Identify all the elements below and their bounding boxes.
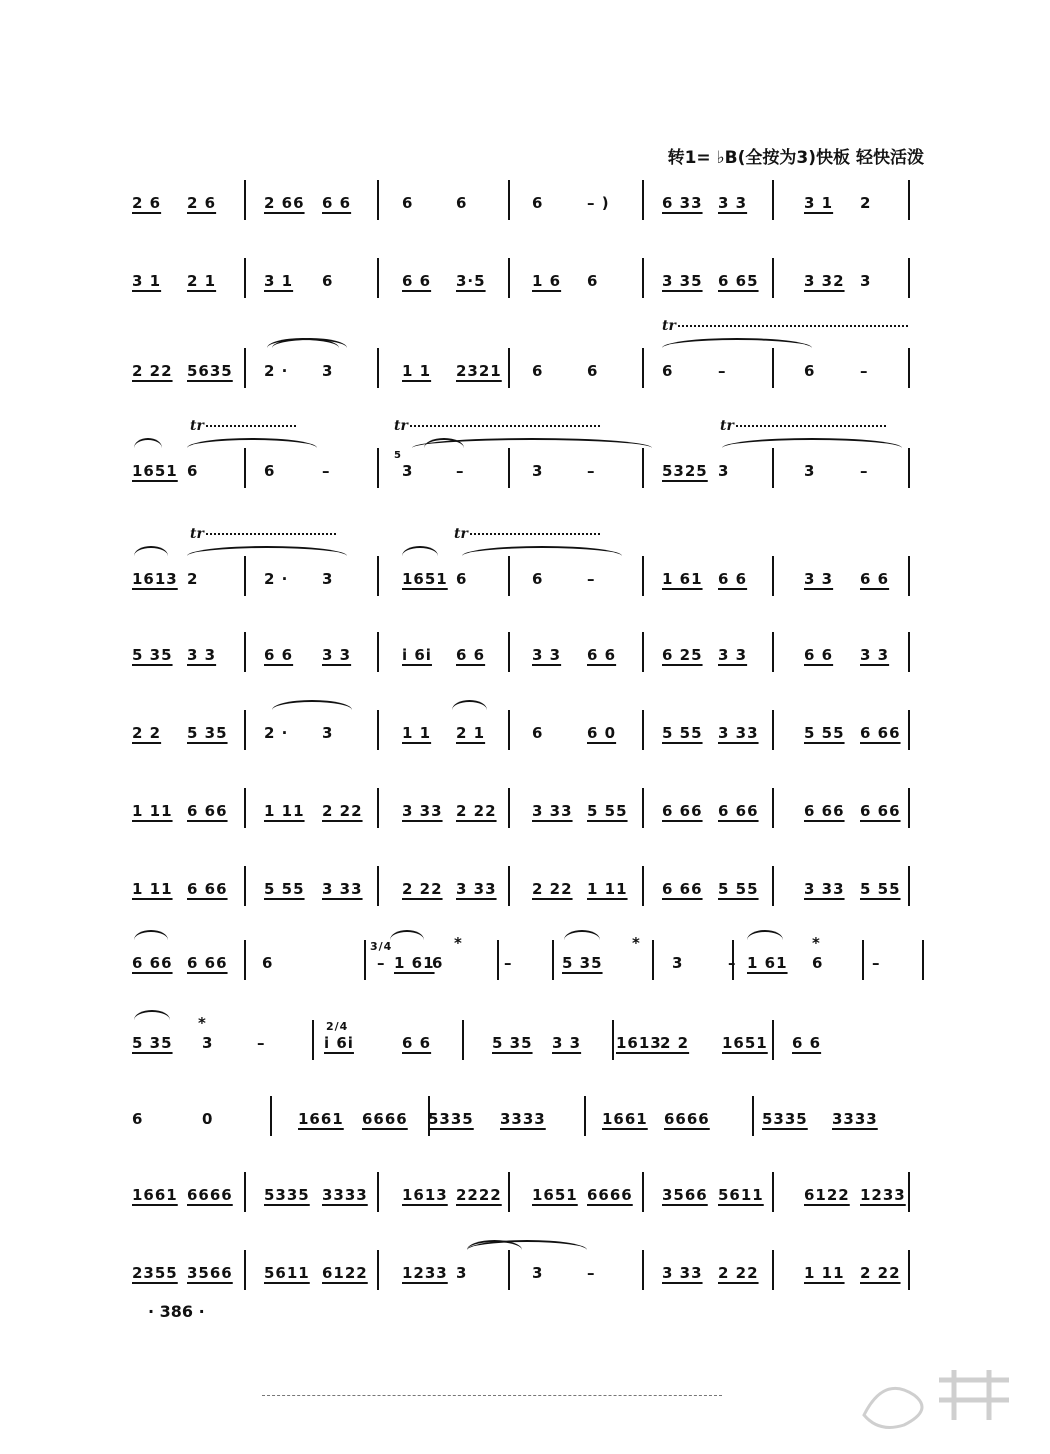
- notation-group: 6 66: [132, 954, 173, 972]
- notation-group: 2 2: [132, 724, 162, 742]
- notation-group: 3 33: [402, 802, 443, 820]
- notation-group: –: [587, 1264, 596, 1282]
- footer-rule: [262, 1395, 722, 1396]
- bar-line: [908, 180, 910, 220]
- notation-group: 3 3: [860, 646, 890, 664]
- notation-group: 6: [532, 570, 544, 588]
- slur-mark: [722, 438, 902, 458]
- notation-group: 5611: [718, 1186, 764, 1204]
- notation-group: 6 33: [662, 194, 703, 212]
- bar-line: [584, 1096, 586, 1136]
- notation-group: 5611: [264, 1264, 310, 1282]
- bar-line: [377, 1250, 379, 1290]
- slur-mark: [187, 546, 347, 566]
- notation-group: –: [587, 570, 596, 588]
- bar-line: [377, 710, 379, 750]
- notation-group: 6: [402, 194, 414, 212]
- notation-group: 6: [187, 462, 199, 480]
- bar-line: [752, 1096, 754, 1136]
- bar-line: [908, 1250, 910, 1290]
- bar-line: [908, 788, 910, 828]
- slur-mark: [747, 930, 783, 950]
- bar-line: [772, 1020, 774, 1060]
- bar-line: [244, 866, 246, 906]
- notation-group: 2321: [456, 362, 502, 380]
- notation-group: 3 3: [552, 1034, 582, 1052]
- notation-group: 6 66: [860, 724, 901, 742]
- bar-line: [908, 710, 910, 750]
- bar-line: [772, 1250, 774, 1290]
- score-row: [132, 1172, 932, 1232]
- slur-mark: [662, 338, 812, 358]
- slur-mark: [272, 700, 352, 720]
- notation-group: 6 6: [264, 646, 294, 664]
- notation-group: 3: [322, 570, 334, 588]
- trill-mark: tr: [190, 418, 296, 434]
- notation-group: –: [860, 362, 869, 380]
- notation-group: 1651: [402, 570, 448, 588]
- bar-line: [377, 258, 379, 298]
- notation-group: –: [322, 462, 331, 480]
- notation-group: 1 61: [747, 954, 788, 972]
- notation-group: 6: [587, 362, 599, 380]
- notation-group: –: [718, 362, 727, 380]
- bar-line: [772, 788, 774, 828]
- bar-line: [908, 348, 910, 388]
- notation-group: 3·5: [456, 272, 486, 290]
- bar-line: [642, 180, 644, 220]
- notation-group: 6666: [187, 1186, 233, 1204]
- notation-group: 1 1: [402, 362, 432, 380]
- notation-group: 2 22: [402, 880, 443, 898]
- key-signature: ♭B(全按为3)快板: [716, 148, 850, 168]
- bar-line: [508, 710, 510, 750]
- bar-line: [772, 710, 774, 750]
- notation-group: 3: [532, 462, 544, 480]
- notation-group: 1233: [402, 1264, 448, 1282]
- bar-line: [908, 1172, 910, 1212]
- slur-mark: [134, 438, 162, 458]
- bar-line: [642, 710, 644, 750]
- bar-line: [642, 258, 644, 298]
- bar-line: [508, 348, 510, 388]
- score-row: [132, 1096, 932, 1156]
- slur-mark: [467, 1240, 587, 1260]
- notation-group: 2: [860, 194, 872, 212]
- notation-group: 6 6: [804, 646, 834, 664]
- bar-line: [377, 632, 379, 672]
- score-row: [132, 1014, 932, 1080]
- notation-group: 6 0: [587, 724, 617, 742]
- notation-group: 6 6: [587, 646, 617, 664]
- notation-group: 5 35: [492, 1034, 533, 1052]
- notation-group: 5 35: [132, 1034, 173, 1052]
- notation-group: 3: [322, 724, 334, 742]
- notation-group: 6122: [322, 1264, 368, 1282]
- notation-group: 3 3: [187, 646, 217, 664]
- notation-group: 2: [187, 570, 199, 588]
- notation-group: 3: [402, 462, 414, 480]
- notation-group: 6: [812, 954, 824, 972]
- notation-group: 3 3: [322, 646, 352, 664]
- notation-group: 3: [672, 954, 684, 972]
- notation-group: –: [872, 954, 881, 972]
- bar-line: [772, 180, 774, 220]
- notation-group: 2 1: [187, 272, 217, 290]
- slur-mark: [134, 1010, 170, 1030]
- slur-mark: [462, 546, 622, 566]
- notation-group: 6 25: [662, 646, 703, 664]
- notation-group: 6: [264, 462, 276, 480]
- notation-group: 6 6: [792, 1034, 822, 1052]
- notation-group: 6 66: [718, 802, 759, 820]
- slur-mark: [564, 930, 600, 950]
- notation-group: 2 6: [132, 194, 162, 212]
- bar-line: [772, 866, 774, 906]
- notation-group: 6 65: [718, 272, 759, 290]
- bar-line: [908, 866, 910, 906]
- slur-mark: [452, 700, 487, 720]
- notation-group: –: [257, 1034, 266, 1052]
- notation-group: 1661: [132, 1186, 178, 1204]
- notation-group: – ): [587, 194, 610, 212]
- notation-group: i 6i: [324, 1034, 354, 1052]
- bar-line: [908, 448, 910, 488]
- slur-mark: [134, 930, 168, 950]
- notation-group: 6 66: [187, 880, 228, 898]
- bar-line: [377, 348, 379, 388]
- slur-mark: [187, 438, 317, 458]
- notation-group: 2 22: [456, 802, 497, 820]
- notation-group: 3 33: [322, 880, 363, 898]
- notation-group: 6 6: [718, 570, 748, 588]
- time-signature: 2/4: [326, 1020, 349, 1033]
- notation-group: 3 1: [132, 272, 162, 290]
- bar-line: [270, 1096, 272, 1136]
- notation-group: 1613: [132, 570, 178, 588]
- bar-line: [377, 180, 379, 220]
- notation-group: 3: [322, 362, 334, 380]
- bar-line: [642, 556, 644, 596]
- notation-group: i 6i: [402, 646, 432, 664]
- notation-group: 1 11: [132, 802, 173, 820]
- notation-group: 1 61: [394, 954, 435, 972]
- bar-line: [244, 710, 246, 750]
- notation-group: 5325: [662, 462, 708, 480]
- notation-group: 3 3: [718, 646, 748, 664]
- notation-group: 2355: [132, 1264, 178, 1282]
- score-row: [132, 866, 932, 926]
- score-row: [132, 180, 932, 240]
- notation-group: 6: [456, 194, 468, 212]
- notation-group: 6 6: [322, 194, 352, 212]
- notation-group: 2 22: [132, 362, 173, 380]
- notation-group: 3 35: [662, 272, 703, 290]
- notation-group: 5 55: [860, 880, 901, 898]
- bar-line: [772, 632, 774, 672]
- bar-line: [244, 632, 246, 672]
- notation-group: 3: [532, 1264, 544, 1282]
- notation-group: 6122: [804, 1186, 850, 1204]
- notation-group: 6 6: [402, 1034, 432, 1052]
- slur-mark: [412, 438, 652, 458]
- ornament-mark: *: [632, 934, 641, 952]
- grace-note: 5: [394, 450, 402, 461]
- notation-group: 3: [202, 1034, 214, 1052]
- score-row: [132, 258, 932, 318]
- notation-group: 6 66: [804, 802, 845, 820]
- notation-group: 5 55: [718, 880, 759, 898]
- notation-group: 1 11: [264, 802, 305, 820]
- bar-line: [908, 556, 910, 596]
- notation-group: –: [587, 462, 596, 480]
- bar-line: [908, 258, 910, 298]
- notation-group: 5 35: [187, 724, 228, 742]
- notation-group: 6: [532, 362, 544, 380]
- bar-line: [244, 348, 246, 388]
- notation-group: 1661: [298, 1110, 344, 1128]
- notation-group: 2 22: [322, 802, 363, 820]
- bar-line: [642, 348, 644, 388]
- notation-group: 3: [718, 462, 730, 480]
- notation-group: –: [377, 954, 386, 972]
- notation-group: 3 32: [804, 272, 845, 290]
- notation-group: 6: [322, 272, 334, 290]
- key-prefix: 转1=: [667, 148, 711, 168]
- bar-line: [642, 632, 644, 672]
- notation-group: 6 6: [456, 646, 486, 664]
- bar-line: [508, 788, 510, 828]
- bar-line: [497, 940, 499, 980]
- bar-line: [642, 1172, 644, 1212]
- notation-group: 2 6: [187, 194, 217, 212]
- bar-line: [244, 258, 246, 298]
- notation-group: 3 1: [804, 194, 834, 212]
- notation-group: 6: [532, 724, 544, 742]
- notation-group: 2 22: [718, 1264, 759, 1282]
- bar-line: [772, 556, 774, 596]
- bar-line: [312, 1020, 314, 1060]
- bar-line: [364, 940, 366, 980]
- notation-group: 1661: [602, 1110, 648, 1128]
- notation-group: 3: [804, 462, 816, 480]
- notation-group: 3333: [322, 1186, 368, 1204]
- notation-group: 6: [456, 570, 468, 588]
- bar-line: [922, 940, 924, 980]
- notation-group: 1 11: [804, 1264, 845, 1282]
- ornament-mark: *: [812, 934, 821, 952]
- score-row: [132, 1250, 932, 1310]
- ornament-mark: *: [198, 1014, 207, 1032]
- notation-group: 3 3: [718, 194, 748, 212]
- notation-group: 1651: [722, 1034, 768, 1052]
- notation-group: 6666: [664, 1110, 710, 1128]
- bar-line: [642, 866, 644, 906]
- notation-group: 5335: [428, 1110, 474, 1128]
- bar-line: [508, 866, 510, 906]
- bar-line: [772, 258, 774, 298]
- notation-group: 1 61: [662, 570, 703, 588]
- notation-group: 6 66: [662, 880, 703, 898]
- notation-group: 6 6: [402, 272, 432, 290]
- notation-group: 5 55: [264, 880, 305, 898]
- notation-group: 6 66: [860, 802, 901, 820]
- notation-group: 3333: [500, 1110, 546, 1128]
- trill-mark: tr: [394, 418, 600, 434]
- slur-mark: [390, 930, 424, 950]
- bar-line: [908, 632, 910, 672]
- notation-group: 6: [132, 1110, 144, 1128]
- notation-group: 6 66: [187, 802, 228, 820]
- notation-group: 6 6: [860, 570, 890, 588]
- notation-group: 3 33: [532, 802, 573, 820]
- notation-group: 5335: [264, 1186, 310, 1204]
- score-row: [132, 418, 932, 508]
- bar-line: [862, 940, 864, 980]
- trill-mark: tr: [662, 318, 908, 334]
- notation-group: 3 3: [804, 570, 834, 588]
- notation-group: –: [456, 462, 465, 480]
- notation-group: 5 55: [587, 802, 628, 820]
- bar-line: [652, 940, 654, 980]
- notation-group: 2 66: [264, 194, 305, 212]
- ornament-mark: *: [454, 934, 463, 952]
- bar-line: [772, 1172, 774, 1212]
- notation-group: 5635: [187, 362, 233, 380]
- notation-group: 3: [456, 1264, 468, 1282]
- notation-group: 2 22: [532, 880, 573, 898]
- notation-group: 5 35: [132, 646, 173, 664]
- notation-group: 6666: [362, 1110, 408, 1128]
- time-signature: 3/4: [370, 940, 393, 953]
- notation-group: 2 2: [660, 1034, 690, 1052]
- notation-group: 6: [804, 362, 816, 380]
- notation-group: 5335: [762, 1110, 808, 1128]
- bar-line: [642, 1250, 644, 1290]
- notation-group: 3 33: [662, 1264, 703, 1282]
- bar-line: [508, 180, 510, 220]
- notation-group: 1651: [532, 1186, 578, 1204]
- page-number: · 386 ·: [148, 1302, 205, 1321]
- slur-mark: [272, 338, 347, 358]
- bar-line: [244, 940, 246, 980]
- bar-line: [642, 788, 644, 828]
- bar-line: [377, 1172, 379, 1212]
- notation-group: 6 66: [662, 802, 703, 820]
- trill-mark: tr: [454, 526, 600, 542]
- notation-group: 6: [262, 954, 274, 972]
- score-row: [132, 710, 932, 770]
- notation-group: 1 11: [587, 880, 628, 898]
- slur-mark: [402, 546, 438, 566]
- notation-group: 6 66: [187, 954, 228, 972]
- notation-group: 3 33: [804, 880, 845, 898]
- notation-group: 6: [587, 272, 599, 290]
- bar-line: [508, 258, 510, 298]
- notation-group: 5 55: [804, 724, 845, 742]
- notation-group: 6: [662, 362, 674, 380]
- score-row: [132, 934, 932, 1000]
- notation-group: 1651: [132, 462, 178, 480]
- score-row: [132, 318, 932, 408]
- notation-group: 3 33: [718, 724, 759, 742]
- bar-line: [508, 1172, 510, 1212]
- bar-line: [244, 1250, 246, 1290]
- bar-line: [244, 788, 246, 828]
- notation-group: 1613: [616, 1034, 662, 1052]
- notation-group: 3 1: [264, 272, 294, 290]
- key-change-header: [668, 143, 924, 168]
- notation-group: 1613: [402, 1186, 448, 1204]
- notation-group: 2 1: [456, 724, 486, 742]
- bar-line: [377, 556, 379, 596]
- tempo-marking: 轻快活泼: [856, 148, 924, 168]
- notation-group: 3 33: [456, 880, 497, 898]
- slur-mark: [134, 546, 168, 566]
- trill-mark: tr: [720, 418, 886, 434]
- notation-group: 1 6: [532, 272, 562, 290]
- bar-line: [552, 940, 554, 980]
- bar-line: [462, 1020, 464, 1060]
- notation-group: 1 11: [132, 880, 173, 898]
- notation-group: 2 22: [860, 1264, 901, 1282]
- bar-line: [508, 632, 510, 672]
- notation-group: –: [728, 954, 737, 972]
- notation-group: 3566: [187, 1264, 233, 1282]
- notation-group: 2222: [456, 1186, 502, 1204]
- notation-group: –: [860, 462, 869, 480]
- bar-line: [377, 788, 379, 828]
- notation-group: 3566: [662, 1186, 708, 1204]
- notation-group: 3333: [832, 1110, 878, 1128]
- bar-line: [377, 866, 379, 906]
- score-row: [132, 632, 932, 692]
- notation-group: –: [504, 954, 513, 972]
- notation-group: 3 3: [532, 646, 562, 664]
- watermark-logo-icon: [844, 1355, 1024, 1435]
- notation-group: 2 ·: [264, 570, 289, 588]
- notation-group: 6666: [587, 1186, 633, 1204]
- notation-group: 6: [532, 194, 544, 212]
- trill-mark: tr: [190, 526, 336, 542]
- bar-line: [377, 448, 379, 488]
- bar-line: [244, 1172, 246, 1212]
- bar-line: [244, 180, 246, 220]
- notation-group: 1 1: [402, 724, 432, 742]
- score-row: [132, 526, 932, 616]
- notation-group: 3: [860, 272, 872, 290]
- notation-group: 5 35: [562, 954, 603, 972]
- notation-group: 6: [432, 954, 444, 972]
- bar-line: [612, 1020, 614, 1060]
- notation-group: 2 ·: [264, 362, 289, 380]
- notation-group: 1233: [860, 1186, 906, 1204]
- notation-group: 0: [202, 1110, 214, 1128]
- score-row: [132, 788, 932, 848]
- notation-group: 2 ·: [264, 724, 289, 742]
- notation-group: 5 55: [662, 724, 703, 742]
